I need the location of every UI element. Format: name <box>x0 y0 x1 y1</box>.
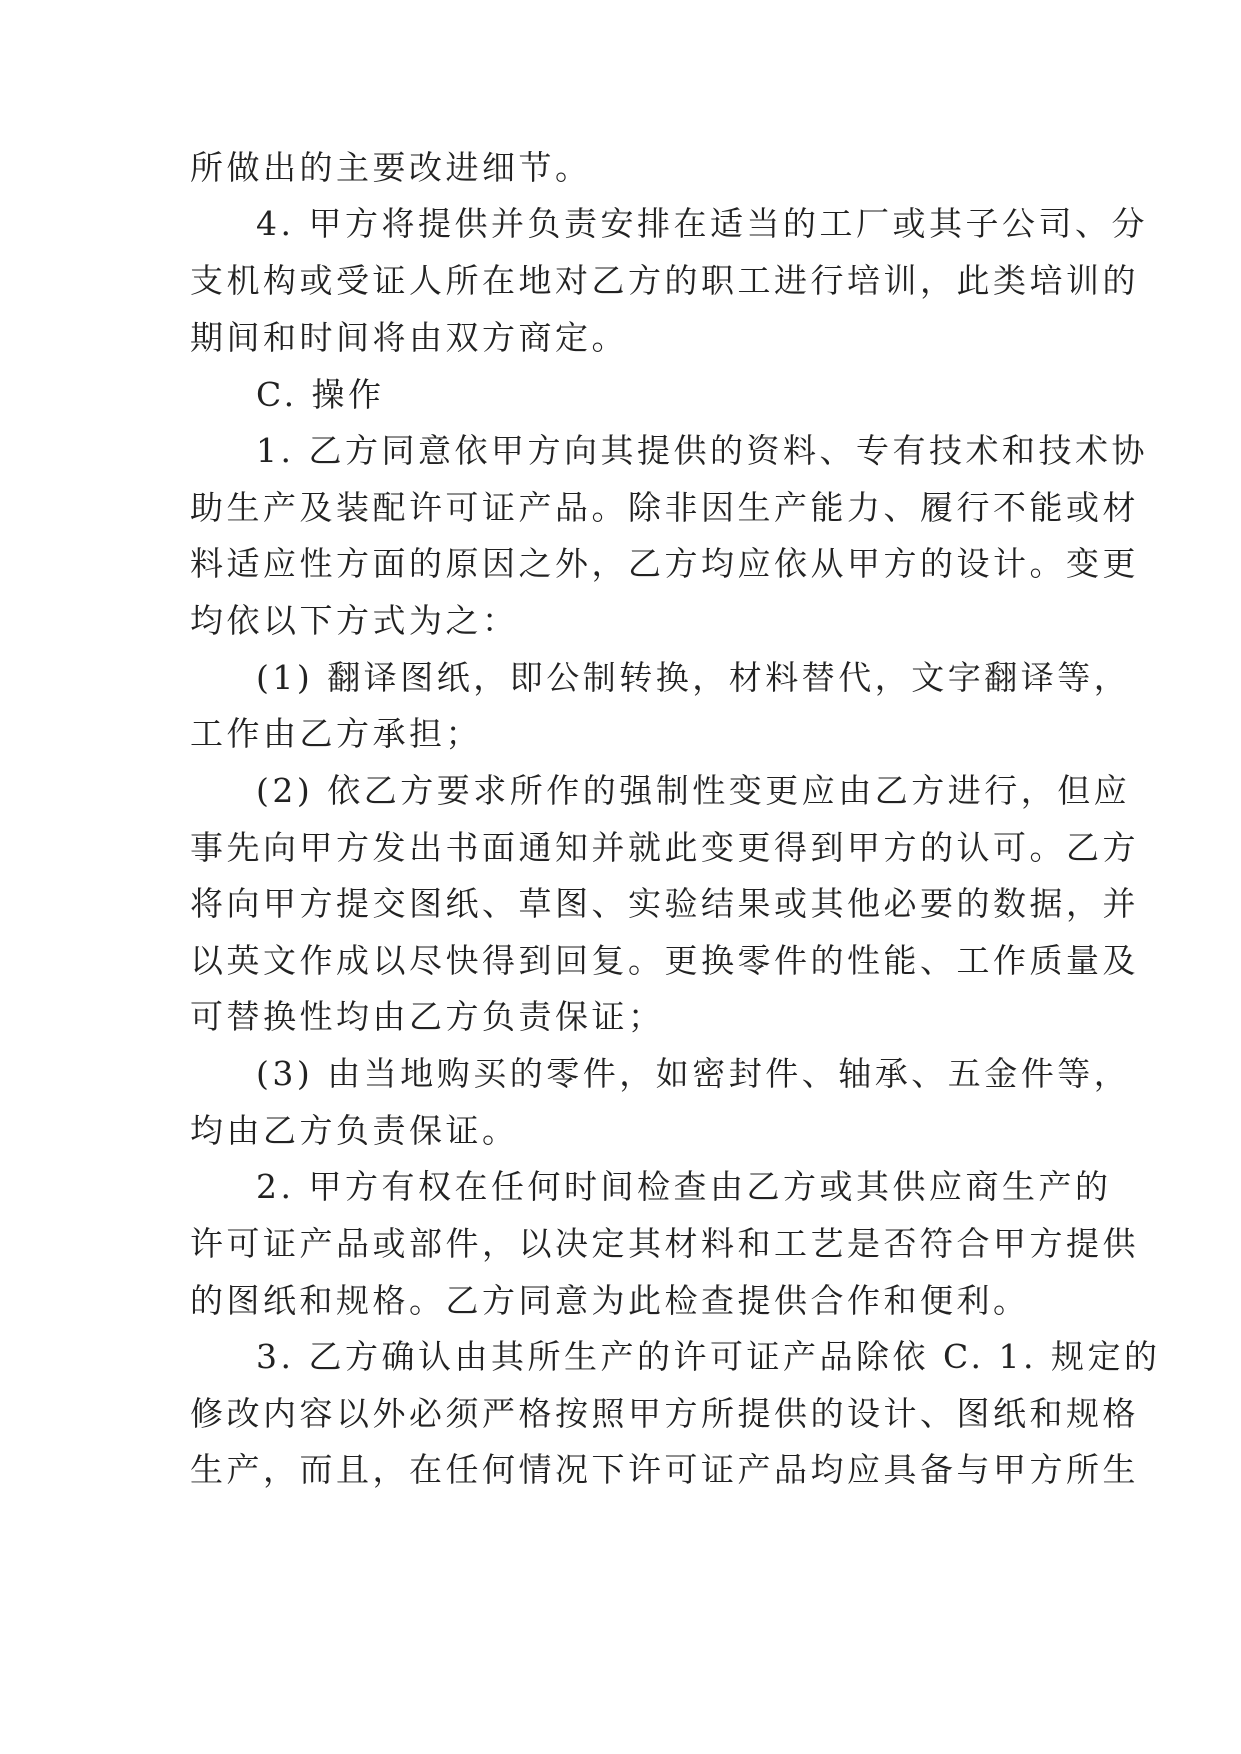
text-line: 1. 乙方同意依甲方向其提供的资料、专有技术和技术协 <box>256 431 1148 470</box>
text-line: 料适应性方面的原因之外，乙方均应依从甲方的设计。变更 <box>190 544 1139 583</box>
text-line: 修改内容以外必须严格按照甲方所提供的设计、图纸和规格 <box>190 1394 1139 1433</box>
text-line: 生产，而且，在任何情况下许可证产品均应具备与甲方所生 <box>190 1450 1139 1489</box>
text-line: 助生产及装配许可证产品。除非因生产能力、履行不能或材 <box>190 488 1139 527</box>
text-line: 工作由乙方承担； <box>190 714 482 753</box>
text-line: 以英文作成以尽快得到回复。更换零件的性能、工作质量及 <box>190 941 1139 980</box>
text-line: 均依以下方式为之： <box>190 601 519 640</box>
text-line: 事先向甲方发出书面通知并就此变更得到甲方的认可。乙方 <box>190 828 1139 867</box>
text-line: 许可证产品或部件，以决定其材料和工艺是否符合甲方提供 <box>190 1224 1139 1263</box>
text-line: 期间和时间将由双方商定。 <box>190 318 628 357</box>
text-line: 支机构或受证人所在地对乙方的职工进行培训，此类培训的 <box>190 261 1139 300</box>
text-line: 4. 甲方将提供并负责安排在适当的工厂或其子公司、分 <box>256 204 1148 243</box>
text-line: 2. 甲方有权在任何时间检查由乙方或其供应商生产的 <box>256 1167 1112 1206</box>
text-line: (3) 由当地购买的零件，如密封件、轴承、五金件等， <box>256 1054 1131 1093</box>
text-line: 将向甲方提交图纸、草图、实验结果或其他必要的数据，并 <box>190 884 1139 923</box>
section-heading: C. 操作 <box>256 375 385 414</box>
text-line: 的图纸和规格。乙方同意为此检查提供合作和便利。 <box>190 1281 1030 1320</box>
text-line: 可替换性均由乙方负责保证； <box>190 997 665 1036</box>
text-line: 所做出的主要改进细节。 <box>190 148 592 187</box>
text-line: 均由乙方负责保证。 <box>190 1111 519 1150</box>
text-line: (1) 翻译图纸，即公制转换，材料替代，文字翻译等， <box>256 658 1131 697</box>
text-line: 3. 乙方确认由其所生产的许可证产品除依 C. 1. 规定的 <box>256 1337 1161 1376</box>
text-line: (2) 依乙方要求所作的强制性变更应由乙方进行，但应 <box>256 771 1131 810</box>
